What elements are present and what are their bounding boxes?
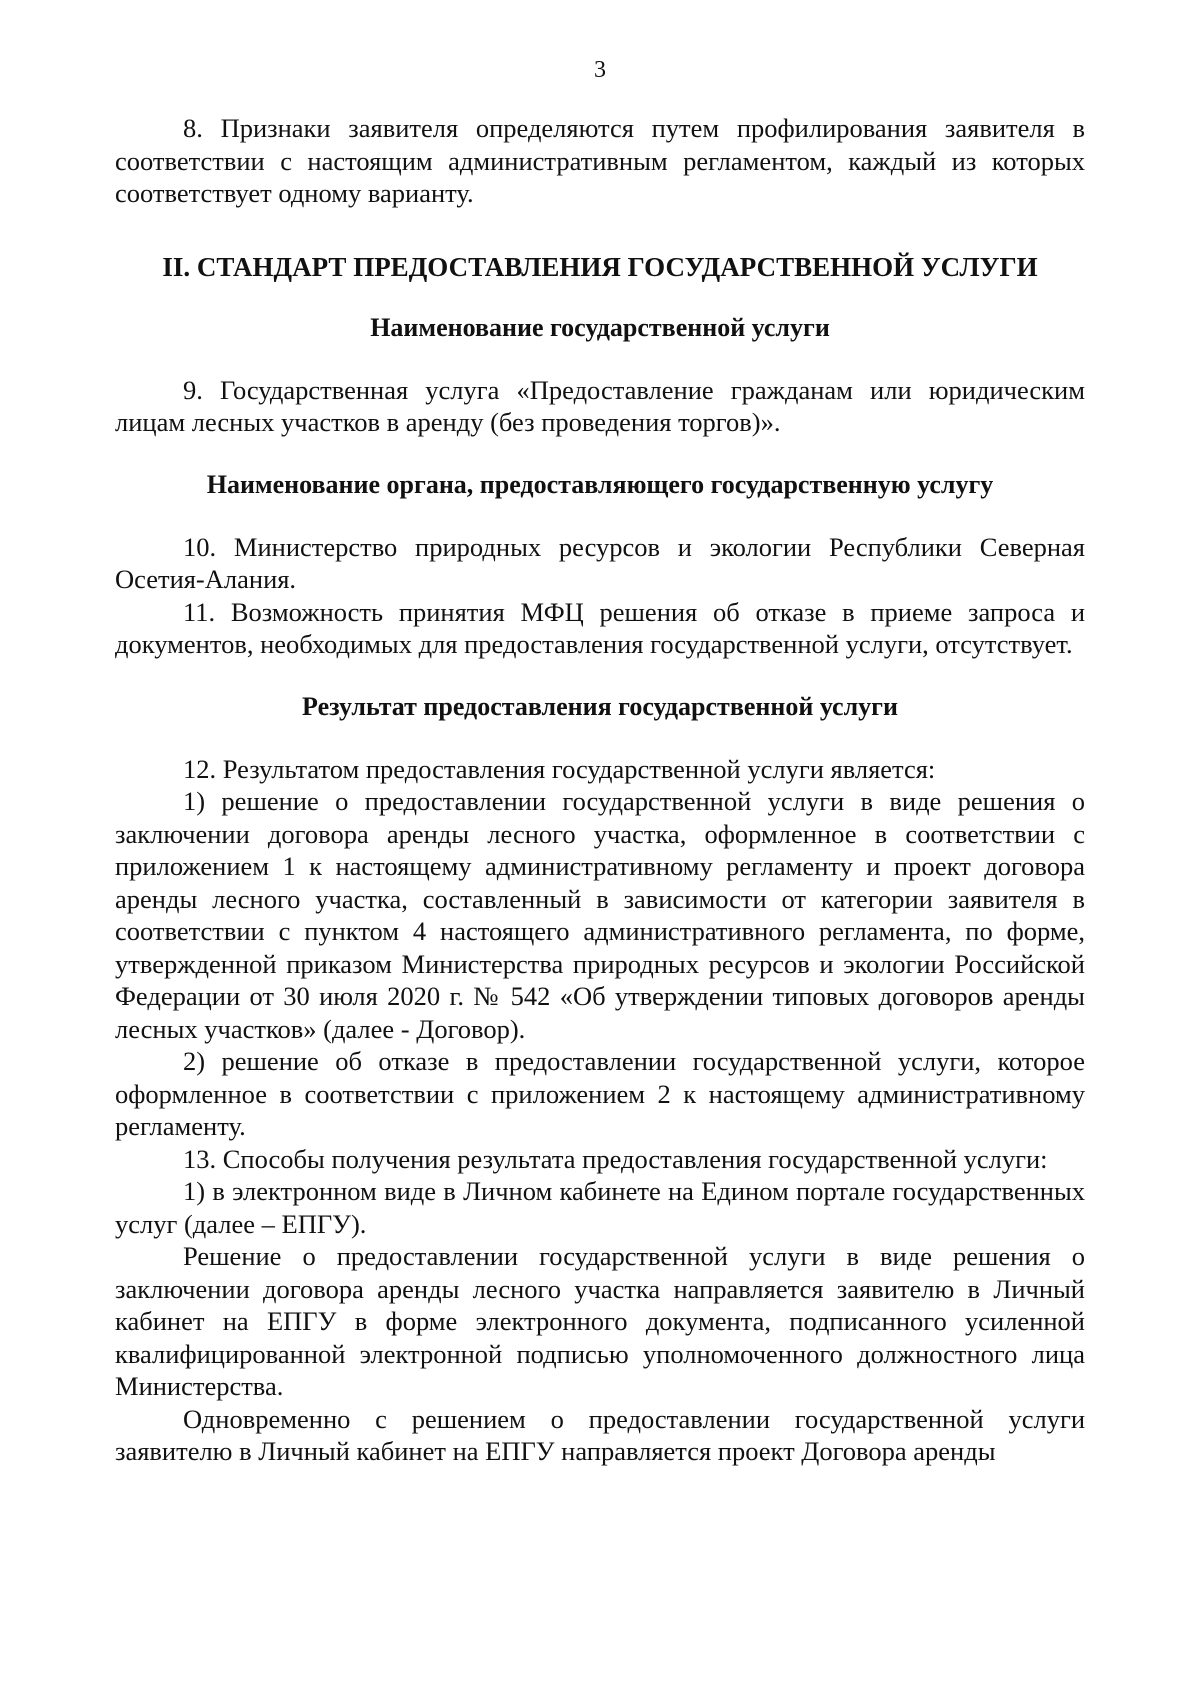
section-title-authority: Наименование органа, предоставляющего государственную услугу — [206, 469, 994, 499]
paragraph-13-decision: Решение о предоставлении государственной услуги в виде решения о заключении договора аренды лесного участка направляется заявителю в Личный кабинет на ЕПГУ в форме электронного документа, подписанного усиленной квалифицированной электронной подписью уполномоченного должностного лица Министерства. — [115, 1241, 1085, 1401]
paragraph-11: 11. Возможность принятия МФЦ решения об отказе в приеме запроса и документов, необходимых для предоставления государственной услуги, отсутствует. — [115, 596, 1085, 659]
paragraph-9: 9. Государственная услуга «Предоставление гражданам или юридическим лицам лесных участков в аренду (без проведения торгов)». — [115, 374, 1085, 437]
page-number: 3 — [594, 57, 606, 83]
document-body — [115, 112, 1085, 1468]
paragraph-12-item-1: 1) решение о предоставлении государственной услуги в виде решения о заключении договора аренды лесного участка, оформленное в соответствии с приложением 1 к настоящему административному регламенту и проект договора аренды лесного участка, составленный в зависимости от категории заявителя в соответствии с пунктом 4 настоящего административного регламента, по форме, утвержденной приказом Министерства природных ресурсов и экологии Российской Федерации от 30 июля 2020 г. № 542 «Об утверждении типовых договоров аренды лесных участков» (далее - Договор). — [115, 786, 1085, 1044]
paragraph-13: 13. Способы получения результата предоставления государственной услуги: — [183, 1143, 1048, 1174]
paragraph-10: 10. Министерство природных ресурсов и экологии Республики Северная Осетия-Алания. — [115, 531, 1085, 594]
paragraph-8: 8. Признаки заявителя определяются путем профилирования заявителя в соответствии с настоящим административным регламентом, каждый из которых соответствует одному варианту. — [115, 113, 1085, 208]
paragraph-13-item-1: 1) в электронном виде в Личном кабинете на Едином портале государственных услуг (далее – ЕПГУ). — [115, 1176, 1085, 1239]
paragraph-12-item-2: 2) решение об отказе в предоставлении государственной услуги, которое оформленное в соответствии с приложением 2 к настоящему административному регламенту. — [115, 1046, 1085, 1141]
chapter-title: II. СТАНДАРТ ПРЕДОСТАВЛЕНИЯ ГОСУДАРСТВЕННОЙ УСЛУГИ — [162, 251, 1038, 282]
section-title-result: Результат предоставления государственной услуги — [302, 691, 898, 721]
paragraph-13-simultaneous: Одновременно с решением о предоставлении государственной услуги заявителю в Личный кабинет на ЕПГУ направляется проект Договора аренды — [115, 1403, 1085, 1466]
document-page — [115, 0, 1085, 1698]
section-title-service-name: Наименование государственной услуги — [370, 312, 830, 342]
paragraph-12: 12. Результатом предоставления государственной услуги является: — [183, 753, 936, 784]
